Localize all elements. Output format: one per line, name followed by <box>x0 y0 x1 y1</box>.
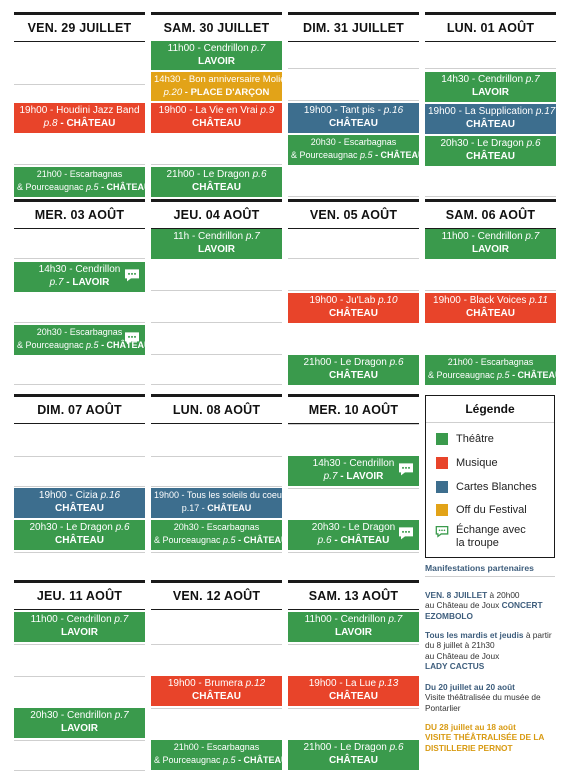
exchange-icon <box>397 461 415 477</box>
event-cizia[interactable]: 19h00 - Cizia p.16 CHÂTEAU <box>14 488 145 518</box>
event-houdini[interactable]: 19h00 - Houdini Jazz Band p.8 - CHÂTEAU <box>14 103 145 133</box>
day-column <box>288 12 425 198</box>
legend-item-theatre: Théâtre <box>436 433 494 446</box>
event-la-lue[interactable]: 19h00 - La Lue p.13 CHÂTEAU <box>288 676 419 706</box>
legend-item-exchange: Échange avec la troupe <box>436 524 526 550</box>
partner-musee: Du 20 juillet au 20 août Visite théâtralisée du musée de Pontarlier <box>425 682 541 713</box>
event-vie-en-vrai[interactable]: 19h00 - La Vie en Vrai p.9 CHÂTEAU <box>151 103 282 133</box>
day-column <box>425 199 562 385</box>
partner-lady-cactus: Tous les mardis et jeudis à partir du 8 juillet à 21h30 au Château de Joux LADY CACTUS <box>425 630 552 672</box>
event-cendrillon[interactable]: 11h00 - Cendrillon p.7 LAVOIR <box>151 41 282 70</box>
day-title: SAM. 13 AOÛT <box>288 580 419 610</box>
partner-ezombolo: VEN. 8 JUILLET à 20h00 au Château de Joux CONCERT EZOMBOLO <box>425 590 543 621</box>
day-column <box>288 199 419 385</box>
day-title: MER. 10 AOÛT <box>288 394 419 424</box>
event-dragon[interactable]: 21h00 - Le Dragon p.6 CHÂTEAU <box>288 355 419 385</box>
event-black-voices[interactable]: 19h00 - Black Voices p.11 CHÂTEAU <box>425 293 556 323</box>
day-column <box>14 580 145 772</box>
event-moliere[interactable]: 14h30 - Bon anniversaire Molière ! p.20 - PLACE D'ARÇON <box>151 72 282 101</box>
day-title: JEU. 11 AOÛT <box>14 580 145 610</box>
event-dragon[interactable]: 20h30 - Le Dragon p.6 CHÂTEAU <box>425 136 556 166</box>
event-cendrillon[interactable]: 14h30 - Cendrillon p.7 - LAVOIR <box>288 456 419 486</box>
event-cendrillon[interactable]: 14h30 - Cendrillon p.7 - LAVOIR <box>14 262 145 292</box>
day-column <box>151 580 288 772</box>
day-column <box>425 12 556 198</box>
legend-item-off: Off du Festival <box>436 504 527 517</box>
exchange-icon <box>123 330 141 346</box>
day-title: DIM. 31 JUILLET <box>288 12 419 42</box>
event-escarbagnas[interactable]: 20h30 - Escarbagnas & Pourceaugnac p.5 - CHÂTEAU <box>14 325 145 355</box>
legend <box>425 395 555 558</box>
event-cendrillon[interactable]: 11h00 - Cendrillon p.7 LAVOIR <box>425 229 556 259</box>
day-column <box>14 12 151 198</box>
event-escarbagnas[interactable]: 20h30 - Escarbagnas & Pourceaugnac p.5 - CHÂTEAU <box>288 135 419 165</box>
event-escarbagnas[interactable]: 20h30 - Escarbagnas & Pourceaugnac p.5 - CHÂTEAU <box>151 520 282 550</box>
day-title: LUN. 01 AOÛT <box>425 12 556 42</box>
event-julab[interactable]: 19h00 - Ju'Lab p.10 CHÂTEAU <box>288 293 419 323</box>
day-column <box>151 12 300 198</box>
day-column <box>14 199 151 385</box>
event-escarbagnas[interactable]: 21h00 - Escarbagnas & Pourceaugnac p.5 - CHÂTEAU <box>151 740 282 770</box>
day-title: LUN. 08 AOÛT <box>151 394 282 424</box>
event-cendrillon[interactable]: 20h30 - Cendrillon p.7 LAVOIR <box>14 708 145 738</box>
day-title: DIM. 07 AOÛT <box>14 394 145 424</box>
exchange-icon <box>123 267 141 283</box>
legend-item-cartes: Cartes Blanches <box>436 481 537 494</box>
day-title: VEN. 12 AOÛT <box>151 580 282 610</box>
legend-title: Légende <box>426 396 554 423</box>
event-dragon[interactable]: 21h00 - Le Dragon p.6 CHÂTEAU <box>151 167 282 197</box>
event-dragon[interactable]: 20h30 - Le Dragon p.6 CHÂTEAU <box>14 520 145 550</box>
partner-pernot: DU 28 juillet au 18 août VISITE THÉÂTRALISÉE DE LA DISTILLERIE PERNOT <box>425 722 545 753</box>
event-cendrillon[interactable]: 11h00 - Cendrillon p.7 LAVOIR <box>14 612 145 642</box>
day-title: SAM. 06 AOÛT <box>425 199 556 229</box>
event-dragon[interactable]: 20h30 - Le Dragon p.6 - CHÂTEAU <box>288 520 419 550</box>
event-dragon[interactable]: 21h00 - Le Dragon p.6 CHÂTEAU <box>288 740 419 770</box>
event-tant-pis[interactable]: 19h00 - Tant pis - p.16 CHÂTEAU <box>288 103 419 133</box>
event-escarbagnas[interactable]: 21h00 - Escarbagnas & Pourceaugnac p.5 - CHÂTEAU <box>14 167 145 197</box>
day-title: VEN. 29 JUILLET <box>14 12 145 42</box>
event-cendrillon[interactable]: 11h00 - Cendrillon p.7 LAVOIR <box>288 612 419 642</box>
day-column <box>151 394 288 554</box>
legend-item-musique: Musique <box>436 457 498 470</box>
event-cendrillon[interactable]: 11h - Cendrillon p.7 LAVOIR <box>151 229 282 259</box>
exchange-icon <box>434 525 450 538</box>
event-brumera[interactable]: 19h00 - Brumera p.12 CHÂTEAU <box>151 676 282 706</box>
day-title: MER. 03 AOÛT <box>14 199 145 229</box>
day-column <box>151 199 282 385</box>
event-escarbagnas[interactable]: 21h00 - Escarbagnas & Pourceaugnac p.5 - CHÂTEAU <box>425 355 556 385</box>
day-column <box>288 394 419 554</box>
day-title: VEN. 05 AOÛT <box>288 199 419 229</box>
day-title: JEU. 04 AOÛT <box>151 199 282 229</box>
event-cendrillon[interactable]: 14h30 - Cendrillon p.7 LAVOIR <box>425 72 556 102</box>
day-column <box>288 580 419 772</box>
event-supplication[interactable]: 19h00 - La Supplication p.17 CHÂTEAU <box>425 104 556 134</box>
day-column <box>14 394 145 554</box>
event-tous-les-soleils[interactable]: 19h00 - Tous les soleils du coeur p.17 - CHÂTEAU <box>151 488 282 518</box>
partners-title: Manifestations partenaires <box>425 563 555 577</box>
day-title: SAM. 30 JUILLET <box>151 12 282 42</box>
exchange-icon <box>397 525 415 541</box>
